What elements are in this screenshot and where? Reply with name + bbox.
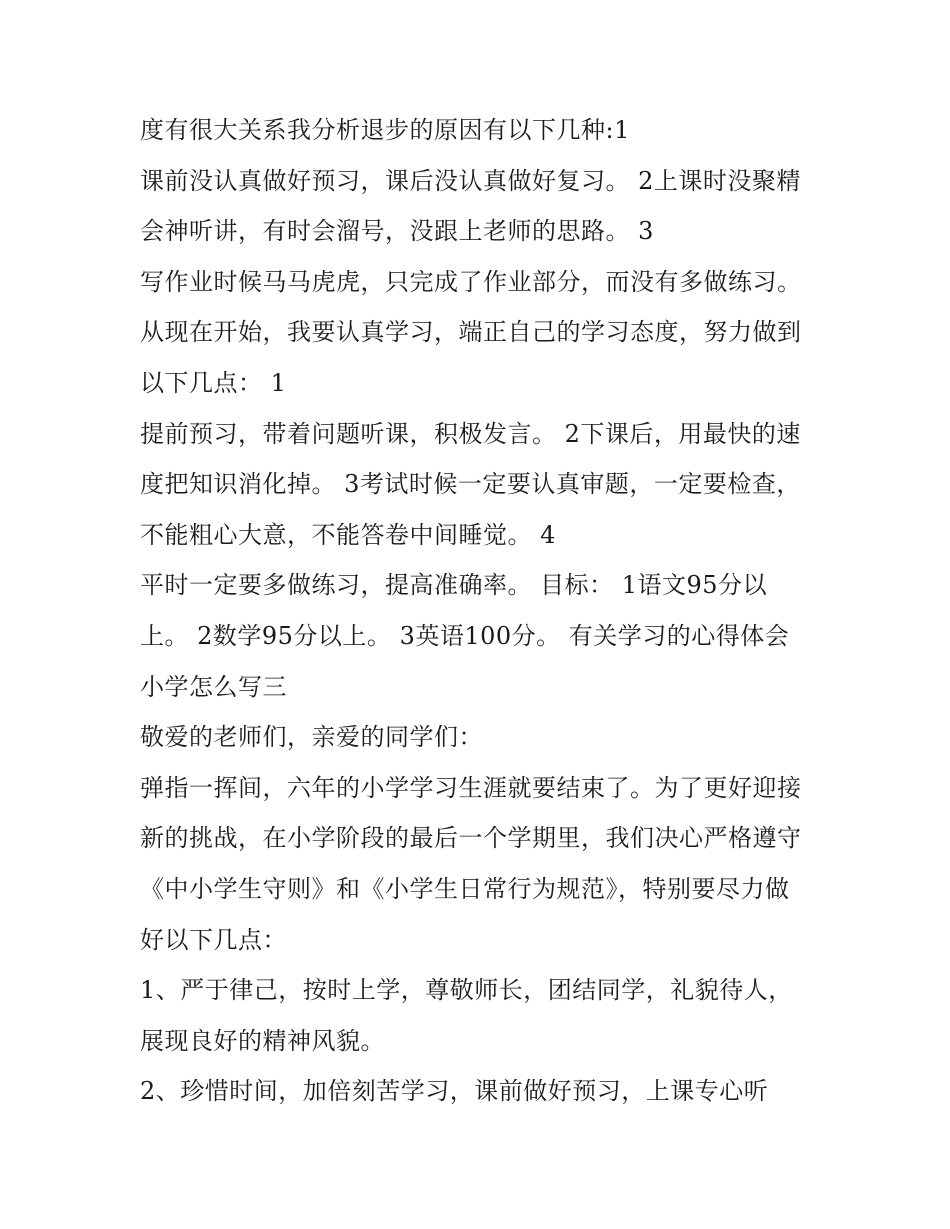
text-line: 提前预习，带着问题听课，积极发言。 2下课后，用最快的速	[140, 419, 801, 448]
text-line: 写作业时候马马虎虎，只完成了作业部分，而没有多做练习。	[140, 267, 802, 296]
text-line: 上。 2数学95分以上。 3英语100分。 有关学习的心得体会	[140, 621, 790, 650]
text-line: 《中小学生守则》和《小学生日常行为规范》，特别要尽力做	[140, 874, 790, 903]
text-line: 新的挑战，在小学阶段的最后一个学期里，我们决心严格遵守	[140, 824, 802, 853]
text-line: 敬爱的老师们，亲爱的同学们：	[140, 723, 483, 752]
text-line: 度有很大关系我分析退步的原因有以下几种:1	[140, 116, 630, 144]
text-line: 小学怎么写三	[140, 672, 287, 701]
text-line: 平时一定要多做练习，提高准确率。 目标： 1语文95分以	[140, 571, 768, 600]
text-line: 弹指一挥间，六年的小学学习生涯就要结束了。为了更好迎接	[140, 773, 802, 802]
text-line: 从现在开始，我要认真学习，端正自己的学习态度，努力做到	[140, 318, 802, 347]
body-text	[140, 105, 830, 1117]
text-line: 好以下几点：	[140, 925, 287, 954]
text-line: 课前没认真做好预习，课后没认真做好复习。 2上课时没聚精	[140, 166, 801, 195]
text-line: 1、严于律己，按时上学，尊敬师长，团结同学，礼貌待人，	[140, 976, 793, 1005]
text-line: 2、珍惜时间，加倍刻苦学习，课前做好预习，上课专心听	[140, 1077, 769, 1106]
text-line: 以下几点： 1	[140, 368, 287, 397]
text-line: 展现良好的精神风貌。	[140, 1026, 385, 1055]
text-line: 会神听讲，有时会溜号，没跟上老师的思路。 3	[140, 217, 654, 246]
text-line: 不能粗心大意，不能答卷中间睡觉。 4	[140, 520, 556, 549]
text-line: 度把知识消化掉。 3考试时候一定要认真审题，一定要检查，	[140, 470, 801, 499]
